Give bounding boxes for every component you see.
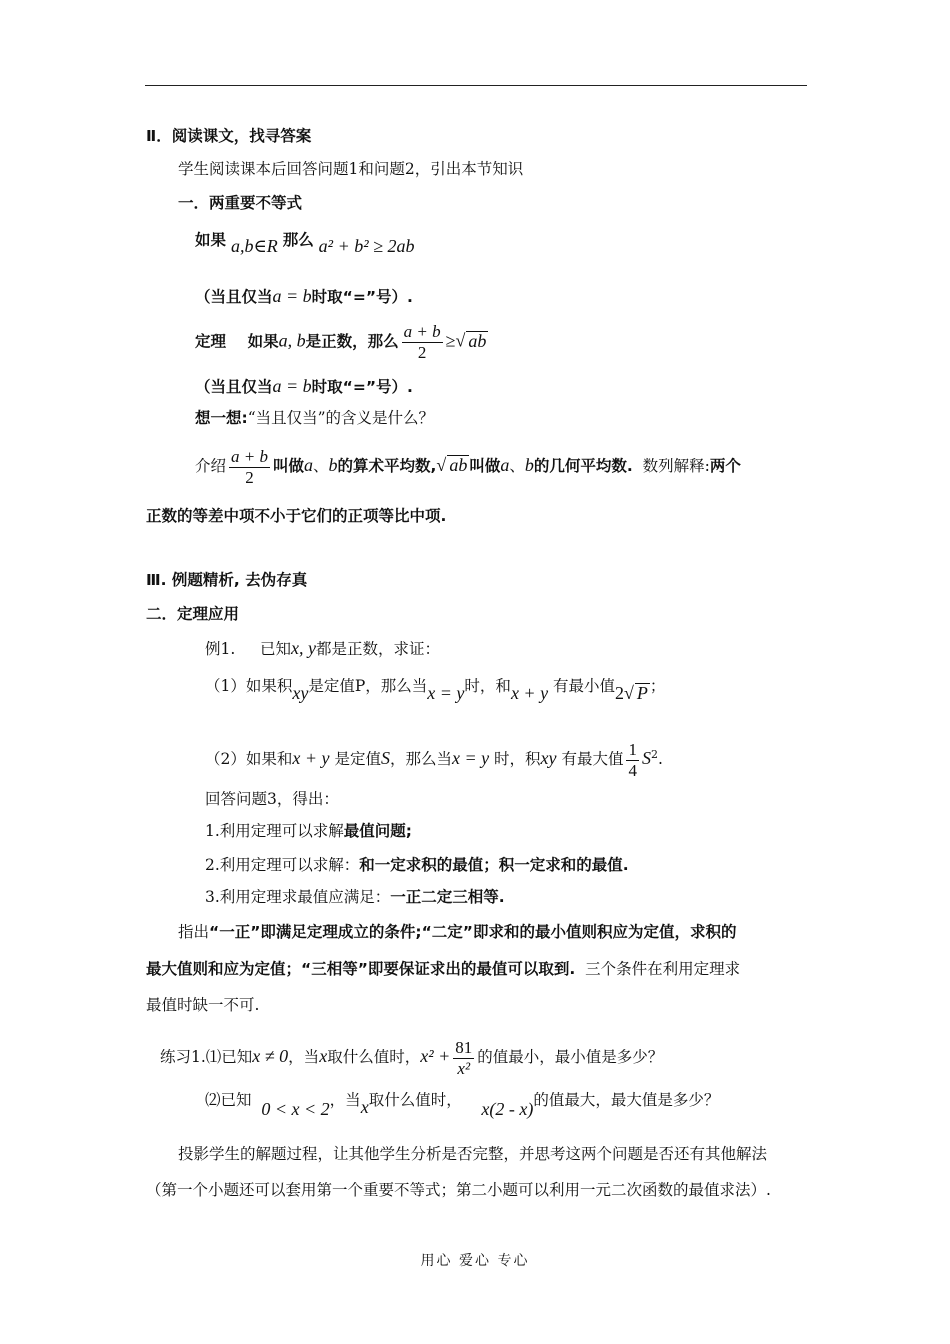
conditions-note-line2 xyxy=(146,962,740,978)
equality-condition: a = b xyxy=(272,376,312,396)
exercise2-x: x xyxy=(360,1097,369,1117)
exercise1-x: x xyxy=(319,1046,328,1067)
fraction-denominator: x² xyxy=(457,1058,471,1078)
section-heading-3: Ⅲ. 例题精析, 去伪存真 xyxy=(146,571,308,589)
if-label: 如果 xyxy=(195,231,227,249)
sequence-explain-start: 两个 xyxy=(709,457,741,476)
part2-end: . xyxy=(657,750,663,769)
part2-text-e: 有最大值 xyxy=(561,750,624,769)
header-rule xyxy=(145,85,807,86)
part2-S2: S xyxy=(641,748,651,769)
exercise1-text-b: ，当 xyxy=(288,1048,320,1067)
note-bold: “一正”即满足定理成立的条件;“二定”即求和的最小值则积应为定值，求积的 xyxy=(209,923,737,941)
geo-mean-text: 的几何平均数. xyxy=(533,457,633,476)
var-b: b xyxy=(524,455,534,476)
fraction-numerator: a + b xyxy=(231,447,268,466)
part2-fraction xyxy=(626,740,639,780)
subheading-2: 二．定理应用 xyxy=(146,605,240,623)
exercise-1 xyxy=(160,1038,663,1078)
separator: 、 xyxy=(313,457,329,476)
think-text: “当且仅当”的含义是什么？ xyxy=(247,409,435,427)
then-label: 那么 xyxy=(282,231,314,249)
result-1 xyxy=(205,824,412,840)
conditions-note-line3: 最值时缺一不可. xyxy=(146,996,260,1014)
part1-text-c: 时，和 xyxy=(464,677,511,695)
inequality-1-line xyxy=(195,230,415,256)
part1-sum: x + y xyxy=(510,683,549,703)
fraction-denominator: 2 xyxy=(245,467,254,487)
part1-eq: x = y xyxy=(427,683,465,703)
part1-coef: 2 xyxy=(615,683,625,703)
conditions-note-line1 xyxy=(178,925,736,941)
var-a: a xyxy=(304,455,314,476)
part2-S: S xyxy=(380,748,390,769)
inequality-1: a² + b² ≥ 2ab xyxy=(318,236,415,256)
part2-text-a: （2）如果和 xyxy=(205,750,293,769)
called-text: 叫做 xyxy=(273,457,305,476)
called-text: 叫做 xyxy=(469,457,501,476)
sequence-explain-label: 数列解释: xyxy=(642,457,710,476)
fraction-numerator: 81 xyxy=(455,1038,473,1057)
exercise2-text-b: ，当 xyxy=(329,1091,361,1109)
var-b: b xyxy=(328,455,338,476)
equality-note-open: （当且仅当 xyxy=(195,378,273,396)
theorem-fraction xyxy=(402,322,443,362)
final-paragraph-line2: （第一个小题还可以套用第一个重要不等式；第二小题可以利用一元二次函数的最值求法）. xyxy=(146,1181,771,1199)
exercise1-text-a: 练习1.⑴已知 xyxy=(160,1048,253,1067)
result1-bold: 最值问题; xyxy=(343,822,412,840)
part1-value: 2√ P xyxy=(615,683,648,703)
sqrt-ab: ab xyxy=(449,455,468,476)
page-footer: 用心 爱心 专心 xyxy=(420,1253,530,1269)
fraction-denominator: 2 xyxy=(417,342,427,362)
exercise1-condition: x ≠ 0 xyxy=(252,1046,289,1067)
example-text-a: 已知 xyxy=(259,640,291,658)
separator: 、 xyxy=(509,457,525,476)
if-condition: a,b∈R xyxy=(230,236,278,256)
theorem-text-a: 如果 xyxy=(247,332,279,351)
theorem-line: 定理 如果a, b是正数，那么 $\frac{a + b}{2}$ ≥√ ab xyxy=(195,322,487,362)
result-2 xyxy=(205,858,629,874)
arith-mean-text: 的算术平均数, xyxy=(337,457,437,476)
mean-definition-line2: 正数的等差中项不小于它们的正项等比中项. xyxy=(146,507,447,525)
example-1-line xyxy=(205,639,440,658)
example-part-1 xyxy=(205,675,666,703)
equality-note-1 xyxy=(195,287,413,306)
fraction-denominator: 4 xyxy=(628,760,637,780)
exercise1-fraction xyxy=(453,1038,474,1078)
result2-bold: 和一定求积的最值；积一定求和的最值. xyxy=(359,856,629,874)
result2-text: 2.利用定理可以求解： xyxy=(205,856,360,874)
exercise1-text-d: 的值最小，最小值是多少？ xyxy=(477,1048,664,1067)
exercise2-condition: 0 < x < 2 xyxy=(261,1099,330,1119)
part1-text-a: （1）如果积 xyxy=(205,677,293,695)
example-text-b: 都是正数，求证： xyxy=(315,640,440,658)
exercise1-expr: x² + xyxy=(420,1046,451,1067)
theorem-text-b: 是正数，那么 xyxy=(305,332,399,351)
geq-symbol: ≥ xyxy=(445,330,456,351)
answer-3: 回答问题3，得出： xyxy=(205,790,339,808)
note-line2-bold: 最大值则和应为定值；“三相等”即要保证求出的最值可以取到. xyxy=(146,960,576,978)
result1-text: 1.利用定理可以求解 xyxy=(205,822,344,840)
intro-paragraph: 学生阅读课本后回答问题1和问题2，引出本节知识 xyxy=(178,160,524,178)
part1-text-d: 有最小值 xyxy=(553,677,616,695)
part2-text-b: 是定值 xyxy=(334,750,381,769)
part1-radicand: P xyxy=(636,683,648,703)
exercise1-text-c: 取什么值时， xyxy=(327,1048,421,1067)
example-vars: x, y xyxy=(290,638,316,658)
part2-xy: xy xyxy=(540,748,557,769)
final-paragraph-line1: 投影学生的解题过程，让其他学生分析是否完整，并思考这两个问题是否还有其他解法 xyxy=(178,1145,768,1163)
result3-bold: 一正二定三相等. xyxy=(390,888,505,906)
exercise2-text-d: 的值最大，最大值是多少？ xyxy=(533,1091,720,1109)
section-heading-2: Ⅱ．阅读课文，找寻答案 xyxy=(146,127,312,145)
part2-eq: x = y xyxy=(451,748,490,769)
sqrt-ab: ab xyxy=(468,330,487,351)
var-a: a xyxy=(500,455,510,476)
part2-text-d: 时，积 xyxy=(494,750,541,769)
fraction-numerator: 1 xyxy=(628,740,637,759)
think-line xyxy=(195,411,434,427)
intro-word: 介绍 xyxy=(195,457,227,476)
result3-text: 3.利用定理求最值应满足： xyxy=(205,888,391,906)
part2-text-c: ，那么当 xyxy=(389,750,452,769)
equality-note-close: 时取“=”号）. xyxy=(311,288,413,306)
part1-xy: xy xyxy=(292,683,309,703)
mean-definition-line: 介绍 $\frac{a + b}{2}$ 叫做a、b的算术平均数,√ ab 叫做a、b的几何平均数. 数列解释:两个 xyxy=(195,447,741,487)
note-text-a: 指出 xyxy=(178,923,210,941)
exercise2-text-a: ⑵已知 xyxy=(205,1091,252,1109)
part1-text-b: 是定值P，那么当 xyxy=(308,677,428,695)
note-line2-tail: 三个条件在利用定理求 xyxy=(585,960,741,978)
mean-fraction xyxy=(229,447,270,487)
subheading-1: 一．两重要不等式 xyxy=(178,194,303,212)
equality-note-2 xyxy=(195,377,413,396)
exercise2-text-c: 取什么值时， xyxy=(368,1091,462,1109)
part2-sum: x + y xyxy=(292,748,330,769)
result-3 xyxy=(205,890,505,906)
equality-note-close: 时取“=”号）. xyxy=(311,378,413,396)
exercise-2 xyxy=(205,1090,720,1119)
equality-note-open: （当且仅当 xyxy=(195,288,273,306)
example-part-2: （2）如果和x + y 是定值S，那么当x = y 时，积xy 有最大值 $\frac{1}{4}$ $S^2$. xyxy=(205,740,663,780)
part1-end: ； xyxy=(649,677,666,695)
fraction-numerator: a + b xyxy=(403,322,441,341)
think-label: 想一想: xyxy=(195,409,248,427)
exercise2-expr: x(2 - x) xyxy=(481,1099,534,1119)
theorem-label: 定理 xyxy=(195,332,227,351)
example-label: 例1. xyxy=(205,640,236,658)
equality-condition: a = b xyxy=(272,286,312,306)
theorem-vars: a, b xyxy=(278,330,306,351)
